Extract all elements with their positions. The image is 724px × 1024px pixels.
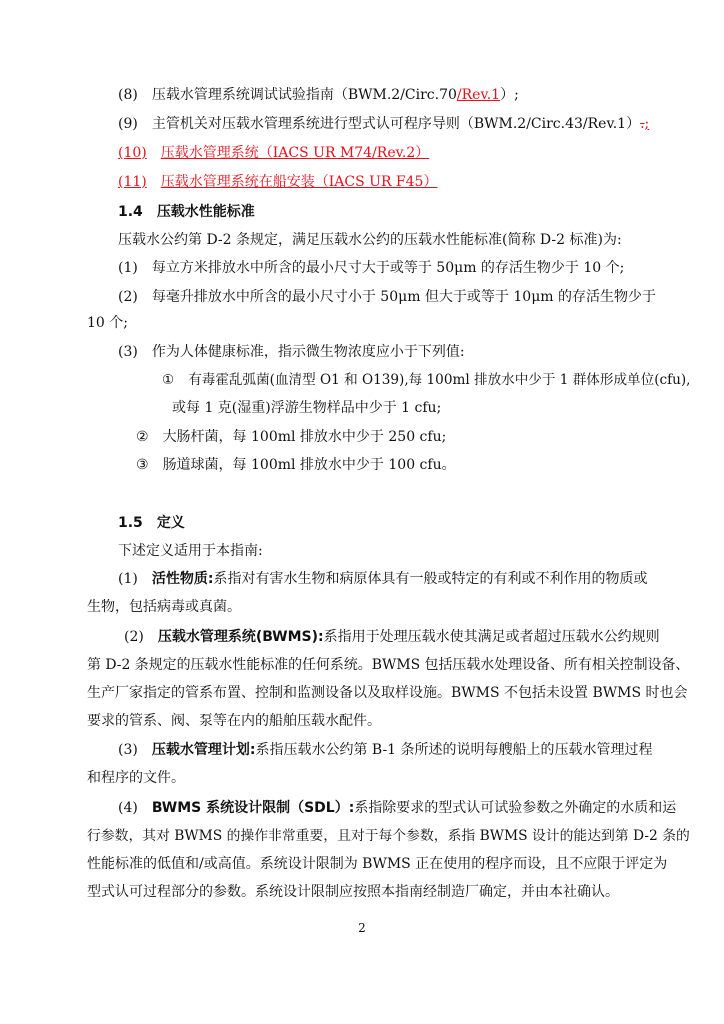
reference-number: (10) — [118, 145, 147, 161]
subitem-number: ③ — [136, 457, 149, 473]
definition-number: (2) — [124, 629, 144, 645]
reference-number: (8) — [118, 87, 138, 103]
standard-item-1 — [118, 258, 624, 278]
reference-item-9 — [118, 114, 649, 134]
standard-item-3 — [118, 342, 465, 362]
reference-text: 主管机关对压载水管理系统进行型式认可程序导则（BWM.2/Circ.43/Rev.1） — [151, 116, 641, 132]
definition-2-line-2: 第 D-2 条规定的压载水性能标准的任何系统。BWMS 包括压载水处理设备、所有相关控制设备、 — [87, 657, 690, 673]
definition-3-continuation: 和程序的文件。 — [87, 770, 185, 786]
definition-4-line-3: 性能标准的低值和/或高值。系统设计限制为 BWMS 正在使用的程序而设，且不应限于评定为 — [87, 856, 668, 872]
section-1-5-heading — [118, 513, 185, 533]
section-number: 1.5 — [118, 515, 143, 531]
section-title: 压载水性能标准 — [156, 204, 255, 220]
definition-1-continuation: 生物，包括病毒或真菌。 — [87, 599, 241, 615]
microbe-item-1 — [162, 370, 691, 390]
definition-1 — [118, 569, 647, 589]
standard-item-2-continuation: 10 个; — [87, 315, 128, 331]
definition-text: 系指压载水公约第 B-1 条所述的说明每艘船上的压载水管理过程 — [255, 742, 653, 758]
section-1-5-intro: 下述定义适用于本指南: — [118, 543, 263, 559]
definition-4-line-2: 行参数，其对 BWMS 的操作非常重要，且对于每个参数，系指 BWMS 设计的能达到第 D-2 条的 — [87, 828, 690, 844]
reference-text: 压载水管理系统（IACS UR M74/Rev.2） — [160, 145, 430, 161]
definition-text: 系指除要求的型式认可试验参数之外确定的水质和运 — [354, 800, 677, 816]
definition-2-line-3: 生产厂家指定的管系布置、控制和监测设备以及取样设施。BWMS 不包括未设置 BWMS 时也会 — [87, 685, 688, 701]
item-number: (1) — [118, 260, 138, 276]
reference-text: 压载水管理系统在船安装（IACS UR F45） — [160, 174, 438, 190]
definition-term: 压载水管理系统(BWMS): — [157, 629, 324, 645]
revision-strike: . — [640, 116, 645, 132]
reference-item-8 — [118, 85, 519, 105]
subitem-text: 有毒霍乱弧菌(血清型 O1 和 O139),每 100ml 排放水中少于 1 群体形成单位(cfu), — [188, 372, 691, 388]
definition-4-line-4: 型式认可过程部分的参数。系统设计限制应按照本指南经制造厂确定，并由本社确认。 — [87, 884, 619, 900]
reference-number: (11) — [118, 174, 147, 190]
item-text: 作为人体健康标准，指示微生物浓度应小于下列值: — [151, 344, 465, 360]
subitem-text: 肠道球菌，每 100ml 排放水中少于 100 cfu。 — [162, 457, 456, 473]
reference-tail: ）; — [500, 87, 519, 103]
definition-term: BWMS 系统设计限制（SDL）: — [151, 800, 355, 816]
microbe-item-3 — [136, 455, 456, 475]
subitem-number: ② — [136, 429, 149, 445]
section-1-4-intro: 压载水公约第 D-2 条规定，满足压载水公约的压载水性能标准(简称 D-2 标准)为: — [118, 232, 622, 248]
reference-item-10 — [118, 143, 429, 163]
subitem-number: ① — [162, 372, 175, 388]
definition-text: 系指对有害水生物和病原体具有一般或特定的有利或不利作用的物质或 — [213, 571, 648, 587]
reference-item-11 — [118, 172, 437, 192]
definition-number: (4) — [118, 800, 138, 816]
item-number: (3) — [118, 344, 138, 360]
definition-term: 活性物质: — [151, 571, 214, 587]
item-text: 每毫升排放水中所含的最小尺寸小于 50μm 但大于或等于 10μm 的存活生物少于 — [151, 289, 657, 305]
definition-2-line-4: 要求的管系、阀、泵等在内的船舶压载水配件。 — [87, 713, 381, 729]
section-title: 定义 — [156, 515, 185, 531]
definition-2 — [124, 627, 660, 647]
item-text: 每立方米排放水中所含的最小尺寸大于或等于 50μm 的存活生物少于 10 个; — [151, 260, 625, 276]
definition-4 — [118, 798, 676, 818]
standard-item-2 — [118, 287, 656, 307]
definition-text: 系指用于处理压载水使其满足或者超过压载水公约规则 — [323, 629, 660, 645]
reference-number: (9) — [118, 116, 138, 132]
microbe-item-2 — [136, 427, 446, 447]
definition-3 — [118, 740, 653, 760]
revision-insert: ; — [644, 116, 650, 132]
definition-number: (1) — [118, 571, 138, 587]
section-1-4-heading — [118, 202, 255, 222]
revision-insert: /Rev.1 — [456, 87, 501, 103]
item-number: (2) — [118, 289, 138, 305]
reference-text: 压载水管理系统调试试验指南（BWM.2/Circ.70 — [151, 87, 457, 103]
microbe-item-1-continuation: 或每 1 克(湿重)浮游生物样品中少于 1 cfu; — [172, 400, 442, 416]
section-number: 1.4 — [118, 204, 143, 220]
page-number: 2 — [358, 921, 366, 935]
definition-term: 压载水管理计划: — [151, 742, 256, 758]
subitem-text: 大肠杆菌，每 100ml 排放水中少于 250 cfu; — [162, 429, 447, 445]
definition-number: (3) — [118, 742, 138, 758]
